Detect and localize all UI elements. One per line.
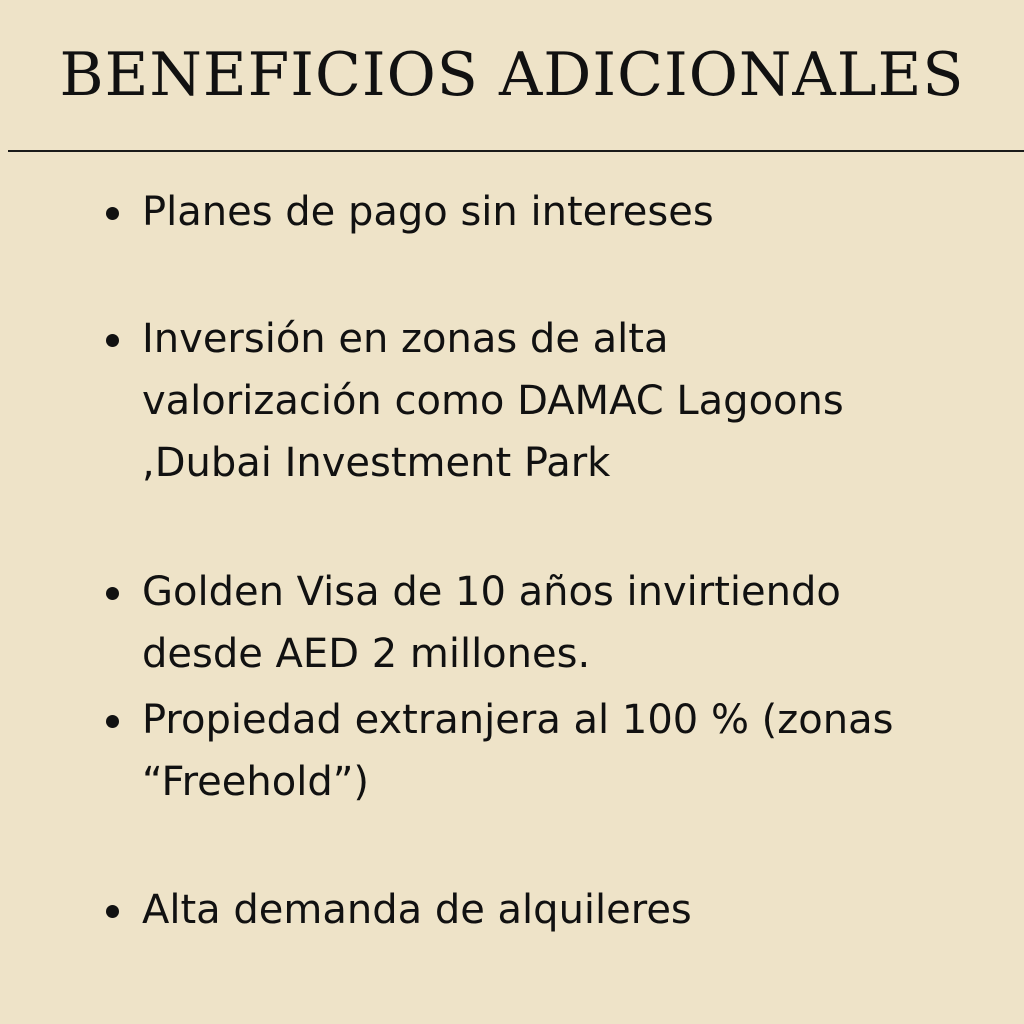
list-item-text: Propiedad extranjera al 100 % (zonas “Freehold”) bbox=[142, 697, 894, 805]
list-item-text: Planes de pago sin intereses bbox=[142, 189, 714, 235]
bullet-icon bbox=[106, 905, 119, 918]
bullet-icon bbox=[106, 715, 119, 728]
page-title: BENEFICIOS ADICIONALES bbox=[59, 40, 965, 110]
list-item-text: Alta demanda de alquileres bbox=[142, 887, 692, 933]
bullet-icon bbox=[106, 334, 119, 347]
bullet-icon bbox=[106, 207, 119, 220]
bullet-icon bbox=[106, 587, 119, 600]
list-item-text: Inversión en zonas de alta valorización como DAMAC Lagoons ,Dubai Investment Park bbox=[142, 316, 844, 486]
list-item-text: Golden Visa de 10 años invirtiendo desde AED 2 millones. bbox=[142, 569, 841, 677]
